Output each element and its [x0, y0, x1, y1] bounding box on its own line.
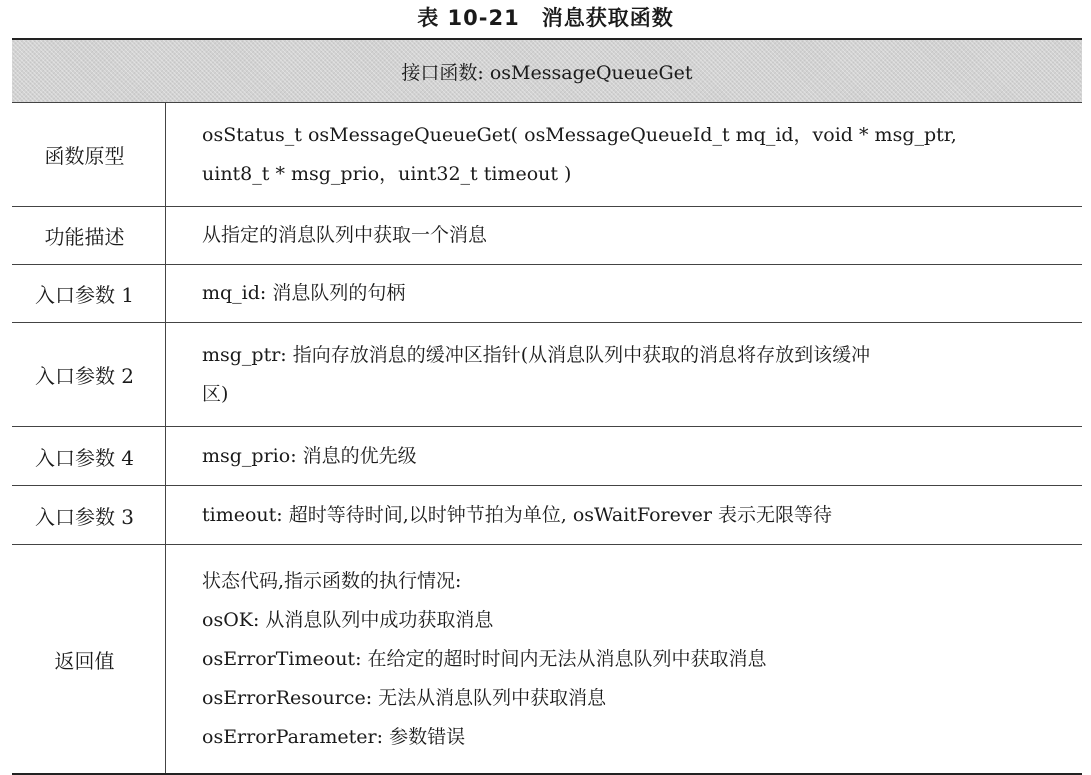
- row-label: 入口参数 1: [12, 265, 166, 322]
- row-value: [166, 103, 1082, 206]
- table-row: [12, 545, 1082, 773]
- table-row: [12, 323, 1082, 427]
- table-header: 接口函数: osMessageQueueGet: [12, 40, 1082, 103]
- table-row: [12, 207, 1082, 265]
- row-label: 函数原型: [12, 103, 166, 206]
- row-value: [166, 323, 1082, 426]
- table-row: [12, 103, 1082, 207]
- value-line: osStatus_t osMessageQueueGet( osMessageQueueId_t mq_id，void * msg_ptr,: [202, 123, 957, 146]
- table-row: [12, 427, 1082, 486]
- row-label: 入口参数 3: [12, 486, 166, 544]
- row-label: 返回值: [12, 545, 166, 773]
- table-row: [12, 265, 1082, 323]
- value-line: 区): [202, 382, 229, 405]
- table-row: [12, 486, 1082, 545]
- function-table: [12, 38, 1082, 775]
- value-line: 状态代码,指示函数的执行情况:: [202, 569, 462, 592]
- row-value: [166, 427, 1082, 485]
- row-label: 入口参数 4: [12, 427, 166, 485]
- table-caption: 表 10-21 消息获取函数: [417, 6, 674, 30]
- row-value: [166, 207, 1082, 264]
- row-value: [166, 545, 1082, 773]
- value-line: osOK: 从消息队列中成功获取消息: [202, 608, 494, 631]
- value-line: msg_prio: 消息的优先级: [202, 444, 417, 467]
- value-line: osErrorResource: 无法从消息队列中获取消息: [202, 686, 607, 709]
- row-value: [166, 265, 1082, 322]
- value-line: mq_id: 消息队列的句柄: [202, 282, 406, 304]
- value-line: uint8_t * msg_prio，uint32_t timeout ): [202, 162, 572, 185]
- row-label: 功能描述: [12, 207, 166, 264]
- value-line: osErrorTimeout: 在给定的超时时间内无法从消息队列中获取消息: [202, 647, 767, 670]
- value-line: msg_ptr: 指向存放消息的缓冲区指针(从消息队列中获取的消息将存放到该缓冲: [202, 343, 871, 366]
- row-value: [166, 486, 1082, 544]
- value-line: 从指定的消息队列中获取一个消息: [202, 224, 488, 246]
- value-line: timeout: 超时等待时间,以时钟节拍为单位, osWaitForever 表示无限等待: [202, 503, 832, 526]
- value-line: osErrorParameter: 参数错误: [202, 725, 466, 748]
- row-label: 入口参数 2: [12, 323, 166, 426]
